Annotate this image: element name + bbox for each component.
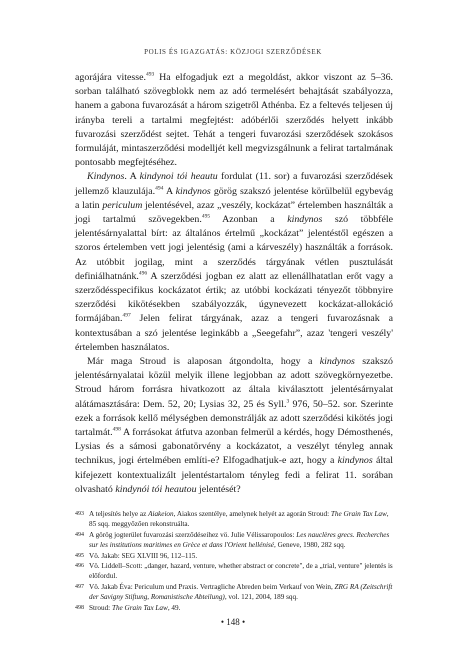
footnote-ref[interactable]: 495 bbox=[201, 213, 211, 220]
footnote: 497 Vö. Jakab Éva: Periculum und Praxis. Vertragliche Abreden beim Verkauf von Wein, ZRG RA (Zeitschrift der Savigny Stiftung, Romanistische Abteilung), vol. 121, 2004, 189 sqq. bbox=[75, 582, 393, 602]
footnote: 495 Vö. Jakab: SEG XLVIII 96, 112–115. bbox=[75, 551, 198, 560]
footnote-ref[interactable]: 497 bbox=[122, 313, 131, 320]
footnote-ref[interactable]: 493 bbox=[145, 71, 155, 78]
footnote: 496 Vö. Liddell–Scott: „danger, hazard, venture, whether abstract or concrete", de a „trial, venture" jelentés is előfordul. bbox=[75, 562, 393, 581]
footnote-ref[interactable]: 496 bbox=[138, 270, 148, 277]
paragraph: agorájára vitesse.$^{493}$ Ha elfogadjuk ezt a megoldást, akkor viszont az 5–36. sorban található szövegblokk nem az adó termelésért behajtását szabályozza, hanem a gabona fuvarozását a három szigetről Athénba. Ez a feltevés teljesen új irányba tereli a tartalmi megfejtést: adóbérlői szerződés helyett inkább fuvarozási szerződést sejtet. Tehát a tengeri fuvarozási szerződések szokásos formuláját, mintaszerződési modelljét kell megvizsgálnunk a felirat tartalmának pontosabb megfejtéséhez. bbox=[75, 71, 393, 169]
footnote-ref[interactable]: 494 bbox=[155, 185, 164, 192]
paragraph: Kindynos. A kindynoi tói heautu fordulat (11. sor) a fuvarozási szerződések jellemző klauzulája.$^{494}$ A kindynos görög szakszó jelentése körülbelül egybevág a latin periculum jelentésével, azaz „veszély, kockázat” értelemben használták a jogi tartalmú szövegekben.$^{495}$ Azonban a kindynos szó többféle jelentésárnyalattal bírt: az általános értelmű „kockázat” jelentéstől egészen a szoros értelemben vett jogi jelentésig (ami a kárveszély) használták a források. Az utóbbit jogilag, mint a szerződés tárgyának vétlen pusztulását definiálhatnánk.$^{496}$ A szerződési jogban ez alatt az ellenállhatatlan erőt vagy a szerződésspecifikus kockázatot értik; az utóbbi kockázati tényezőt többnyire szerződési kikötésekben szabályozzák, úgynevezett kockázat-allokáció formájában.$^{497}$ Jelen felirat tárgyának, azaz a tengeri fuvarozásnak a kontextusában a szó jelentése leginkább a „Seegefahr”, azaz 'tengeri veszély' értelemben használatos. bbox=[75, 171, 394, 353]
footnote: 494 A görög jogterület fuvarozási szerződéseihez vö. Julie Vélissaropoulos: Les nauclères grecs. Recherches sur les institutions maritimes en Grèce et dans l'Orient hellénisé, Geneve, 1980, 282 sqq. bbox=[75, 530, 390, 550]
footnote-ref[interactable]: 498 bbox=[112, 426, 121, 433]
page-number: • 148 • bbox=[220, 617, 246, 627]
running-header: POLIS ÉS IGAZGATÁS: KÖZJOGI SZERZŐDÉSEK bbox=[144, 48, 322, 56]
footnote: 498 Stroud: The Grain Tax Law, 49. bbox=[75, 603, 181, 612]
body-text bbox=[75, 71, 393, 497]
footnotes bbox=[75, 509, 393, 613]
paragraph: Már maga Stroud is alaposan átgondolta, hogy a kindynos szakszó jelentésárnyalatai közül melyik illene legjobban az adott szövegkörnyezetbe. Stroud három forrásra hivatkozott az általa kiválasztott jelentésárnyalat alátámasztására: Dem. 52, 20; Lysias 32, 25 és Syll.$^3$ 976, 50–52. sor. Szerinte ezek a források kellő mélységben demonstrálják az adott szerződési kikötés jogi tartalmát.$^{498}$ A forrásokat átfutva azonban felmerül a kérdés, hogy Démosthenés, Lysias és a sámosi gabonatörvény a kockázatot, a veszélyt tényleg annak technikus, jogi értelmében említi-e? Elfogadhatjuk-e azt, hogy a kindynos által kifejezett kontextualizált jelentéstartalom tényleg fedi a felirat 11. sorában olvasható kindynói tói heautou jelentését? bbox=[75, 356, 393, 495]
footnote: 493 A teljesítés helye az Aiakeion, Aiakos szentélye, amelynek helyét az agorán Stroud: The Grain Tax Law, 85 sqq. meggyőzően rekonstruálta. bbox=[75, 510, 389, 529]
